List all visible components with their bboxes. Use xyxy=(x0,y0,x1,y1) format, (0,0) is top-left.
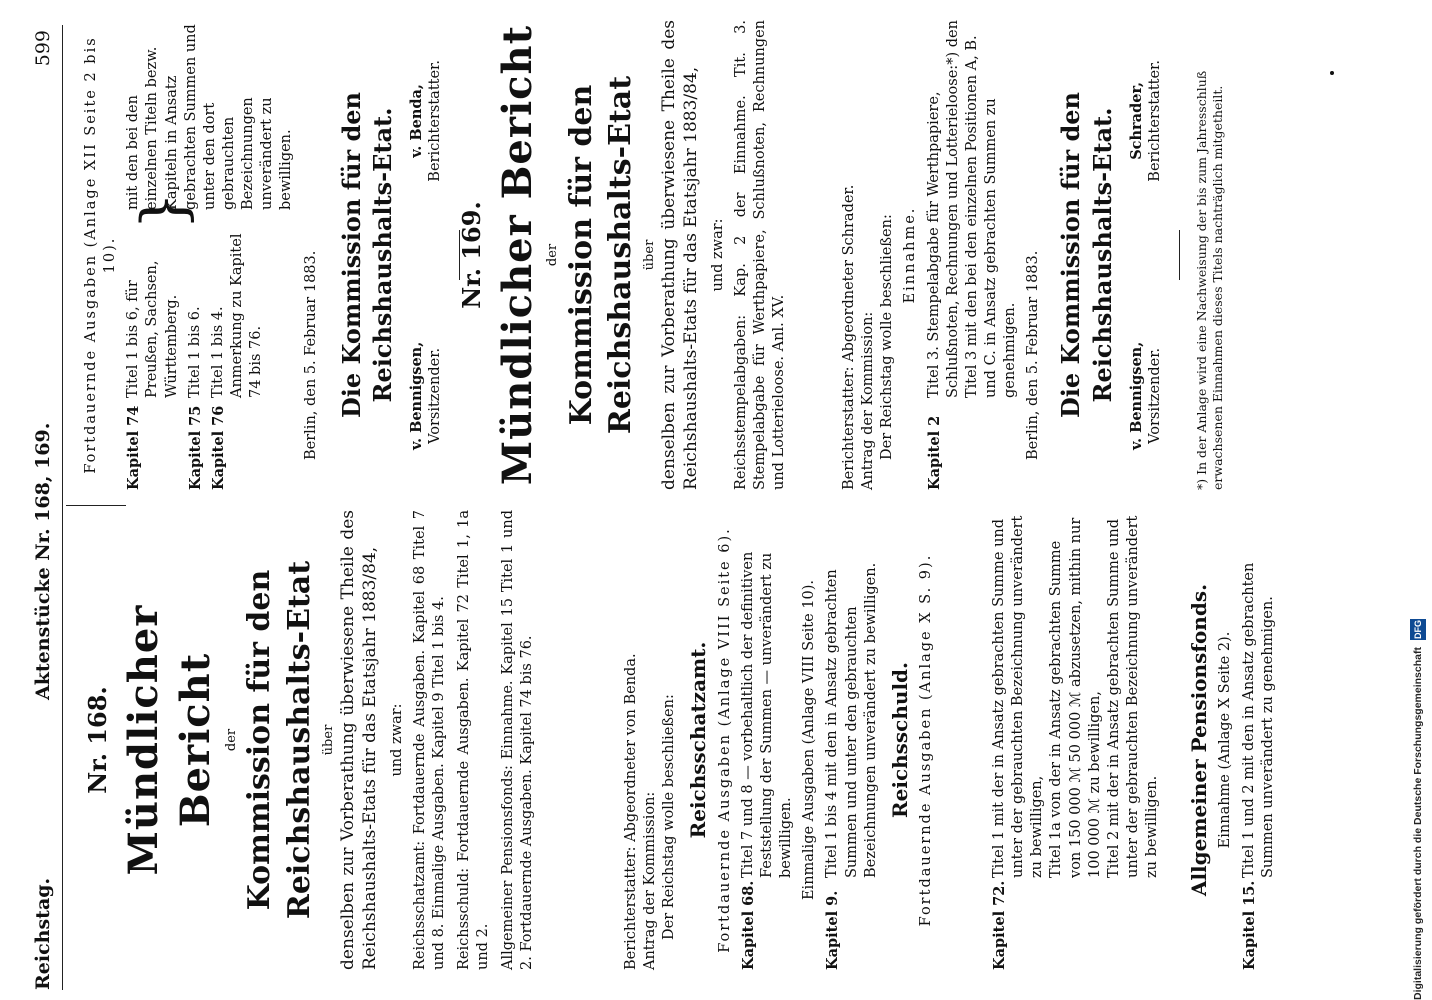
signature-left-169 xyxy=(1127,342,1165,450)
header-middle: Aktenstücke Nr. 168, 169. xyxy=(32,422,54,700)
signature-right-168 xyxy=(407,60,445,182)
date-168: Berlin, den 5. Februar 1883. xyxy=(303,250,320,460)
kapitel-75-text: Titel 1 bis 6. xyxy=(186,306,203,398)
header-left: Reichstag. xyxy=(32,877,54,990)
kapitel-2-label: Kapitel 2 xyxy=(925,415,943,490)
signature-left-168 xyxy=(407,342,445,450)
sig-right-name-168: v. Benda, xyxy=(407,84,425,158)
report-168-und-zwar: und zwar: xyxy=(388,703,405,777)
kapitel-68 xyxy=(739,510,796,970)
report-169-item: Reichsstempelabgaben: Kap. 2 der Einnahme. Tit. 3. Stempelabgabe für Werthpapiere, Schlußnoten, Rechnungen und Lotterieloose. Anl. XV. xyxy=(732,20,788,490)
report-168-item-1: Reichsschatzamt: Fortdauernde Ausgaben. Kapitel 68 Titel 7 und 8. Einmalige Ausgaben. Kapitel 9 Titel 1 bis 4. xyxy=(411,510,447,970)
speck-mark xyxy=(1330,71,1334,75)
footnote-separator xyxy=(1179,230,1180,280)
brace-icon: } xyxy=(129,191,200,230)
fortdauernde-viii: Fortdauernde Ausgaben (Anlage VIII Seite 6). xyxy=(716,527,733,953)
signature-right-169 xyxy=(1127,60,1165,182)
sig-right-role-168: Berichterstatter. xyxy=(426,60,443,182)
report-168-number: Nr. 168. xyxy=(83,686,112,794)
commission-sign-169: Die Kommission für den Reichshaushalts-Etat. xyxy=(1056,91,1117,419)
fortdauernde-xii: Fortdauernde Ausgaben (Anlage XII Seite 2 bis 10). xyxy=(83,36,119,474)
report-169-number: Nr. 169. xyxy=(457,201,486,309)
kapitel-9-label: Kapitel 9. xyxy=(824,890,842,970)
kapitel-76-label: Kapitel 76 xyxy=(209,405,227,490)
pension-heading: Allgemeiner Pensionsfonds. xyxy=(1187,583,1211,897)
kapitel-list xyxy=(124,230,296,490)
report-168-der: der xyxy=(224,728,240,752)
date-169: Berlin, den 5. Februar 1883. xyxy=(1025,250,1042,460)
report-169-antrag: Antrag der Kommission: xyxy=(860,311,877,490)
signatures-169 xyxy=(1127,20,1165,490)
report-168-reichstag: Der Reichstag wolle beschließen: xyxy=(661,694,678,940)
report-168-resolution xyxy=(622,510,940,970)
einmalige-viii: Einmalige Ausgaben (Anlage VIII Seite 10). xyxy=(801,579,818,901)
kapitel-72-titel-1: Titel 1 mit der in Ansatz gebrachten Summe und unter der gebrauchten Bezeichnung unverändert zu bewilligen, xyxy=(991,515,1046,878)
sig-right-name-169: Schrader, xyxy=(1127,81,1145,160)
report-168 xyxy=(78,510,544,970)
kapitel-72-titel-2: Titel 2 mit der in Ansatz gebrachten Summe und unter der gebrauchten Bezeichnung unverändert zu bewilligen. xyxy=(1105,515,1160,878)
report-168-intro: denselben zur Vorberathung überwiesene Theile des Reichshaushalts-Etats für das Etatsjahr 1883/84, xyxy=(337,510,381,970)
kapitel-72-titel-1a: Titel 1a von der in Ansatz gebrachten Summe von 150 000 ℳ 50 000 ℳ abzusetzen, mithin nur 100 000 ℳ zu bewilligen, xyxy=(1048,517,1103,878)
signatures-168 xyxy=(407,20,445,490)
report-169-ueber: über xyxy=(641,239,657,271)
sig-left-name-169: v. Bennigsen, xyxy=(1127,341,1145,450)
kapitel-72 xyxy=(990,510,1162,970)
report-168-lower xyxy=(990,510,1166,970)
kapitel-74-76-block xyxy=(124,20,296,490)
schuld-heading: Reichsschuld. xyxy=(887,662,912,818)
fortdauernde-x: Fortdauernde Ausgaben (Anlage X S. 9). xyxy=(918,553,935,927)
dfg-text: Digitalisierung gefördert durch die Deutsche Forschungsgemeinschaft xyxy=(1412,647,1424,1000)
report-168-continued xyxy=(78,20,474,490)
page-number: 599 xyxy=(32,30,54,67)
header-rule xyxy=(62,25,63,990)
kapitel-76 xyxy=(209,230,266,490)
report-169 xyxy=(452,20,795,490)
page-header xyxy=(32,0,62,1000)
report-169-reichstag: Der Reichstag wolle beschließen: xyxy=(879,214,896,460)
report-169-intro: denselben zur Vorberathung überwiesene Theile des Reichshaushalts-Etats für das Etatsjahr 1883/84, xyxy=(658,20,702,490)
report-168-antrag: Antrag der Kommission: xyxy=(642,791,659,970)
column-rule xyxy=(66,505,126,506)
kapitel-74-text: Titel 1 bis 6, für Preußen, Sachsen, Württemberg. xyxy=(125,260,180,398)
dfg-sidebar xyxy=(1410,10,1430,1000)
sig-left-name-168: v. Bennigsen, xyxy=(407,341,425,450)
kapitel-68-text: Titel 7 und 8 — vorbehaltlich der definitiven Feststellung der Summen — unverändert zu bewilligen. xyxy=(739,551,795,878)
kapitel-2-text: Titel 3. Stempelabgabe für Werthpapiere, Schlußnoten, Rechnungen und Lotterieloose:*) den Titel 3 mit den bei den einzelnen Positionen A, B. und C. in Ansatz gebrachten Summen zu genehmigen. xyxy=(925,20,1018,398)
report-168-title: Mündlicher Bericht xyxy=(119,604,220,876)
sig-left-role-169: Vorsitzender. xyxy=(1146,347,1163,444)
report-168-item-3: Allgemeiner Pensionsfonds: Einnahme. Kapitel 15 Titel 1 und 2. Fortdauernde Ausgaben. Kapitel 74 bis 76. xyxy=(500,510,536,970)
report-168-berichterstatter: Berichterstatter: Abgeordneter von Benda. xyxy=(623,653,639,970)
kapitel-74-label: Kapitel 74 xyxy=(125,405,143,490)
sig-right-role-169: Berichterstatter. xyxy=(1146,60,1163,182)
kapitel-9 xyxy=(823,510,880,970)
kapitel-68-label: Kapitel 68. xyxy=(739,880,757,970)
report-169-der: der xyxy=(545,243,561,267)
pension-section xyxy=(1180,510,1282,970)
report-168-item-2: Reichsschuld: Fortdauernde Ausgaben. Kapitel 72 Titel 1, 1a und 2. xyxy=(456,510,492,970)
kapitel-9-text: Titel 1 bis 4 mit den in Ansatz gebrachten Summen und unter den gebrauchten Bezeichnungen unverändert zu bewilligen. xyxy=(824,562,879,878)
report-169-resolution xyxy=(840,20,1226,490)
kapitel-75 xyxy=(186,230,205,490)
report-169-title: Mündlicher Bericht xyxy=(493,24,541,486)
kapitel-72-label: Kapitel 72. xyxy=(991,880,1008,970)
kapitel-75-label: Kapitel 75 xyxy=(186,405,204,490)
sig-left-role-168: Vorsitzender. xyxy=(426,347,443,444)
kapitel-74 xyxy=(124,230,181,490)
report-169-berichterstatter: Berichterstatter: Abgeordneter Schrader. xyxy=(841,184,857,490)
kapitel-76-text: Titel 1 bis 4. Anmerkung zu Kapitel 74 bis 76. xyxy=(209,233,264,398)
kapitel-2 xyxy=(925,20,1021,490)
kapitel-15-text: Titel 1 und 2 mit den in Ansatz gebrachten Summen unverändert zu genehmigen. xyxy=(1240,562,1276,878)
kapitel-15-label: Kapitel 15. xyxy=(1240,880,1258,970)
report-169-und-zwar: und zwar: xyxy=(709,218,726,292)
report-168-ueber: über xyxy=(320,724,336,756)
kapitel-15 xyxy=(1240,510,1278,970)
kapitel-72-body xyxy=(990,510,1162,878)
einnahme-x: Einnahme (Anlage X Seite 2). xyxy=(1217,631,1234,849)
commission-sign-168: Die Kommission für den Reichshaushalts-Etat. xyxy=(336,91,398,419)
footnote: *) In der Anlage wird eine Nachweisung der bis zum Jahresschluß erwachsenen Einnahmen dieses Titels nachträglich mitgetheilt. xyxy=(1193,70,1226,490)
report-168-commission: Kommission für den Reichshaushalts-Etat xyxy=(242,560,318,920)
brace-text: mit den bei den einzelnen Titeln bezw. Kapiteln in Ansatz gebrachten Summen und unter den dort gebrauchten Bezeichnungen unverändert zu bewilligen. xyxy=(125,24,295,210)
einnahme-heading: Einnahme. xyxy=(902,206,919,304)
dfg-logo-icon: DFG xyxy=(1410,619,1426,640)
schatzamt-heading: Reichsschatzamt. xyxy=(686,641,711,839)
report-169-commission: Kommission für den Reichshaushalts-Etat xyxy=(563,75,639,435)
